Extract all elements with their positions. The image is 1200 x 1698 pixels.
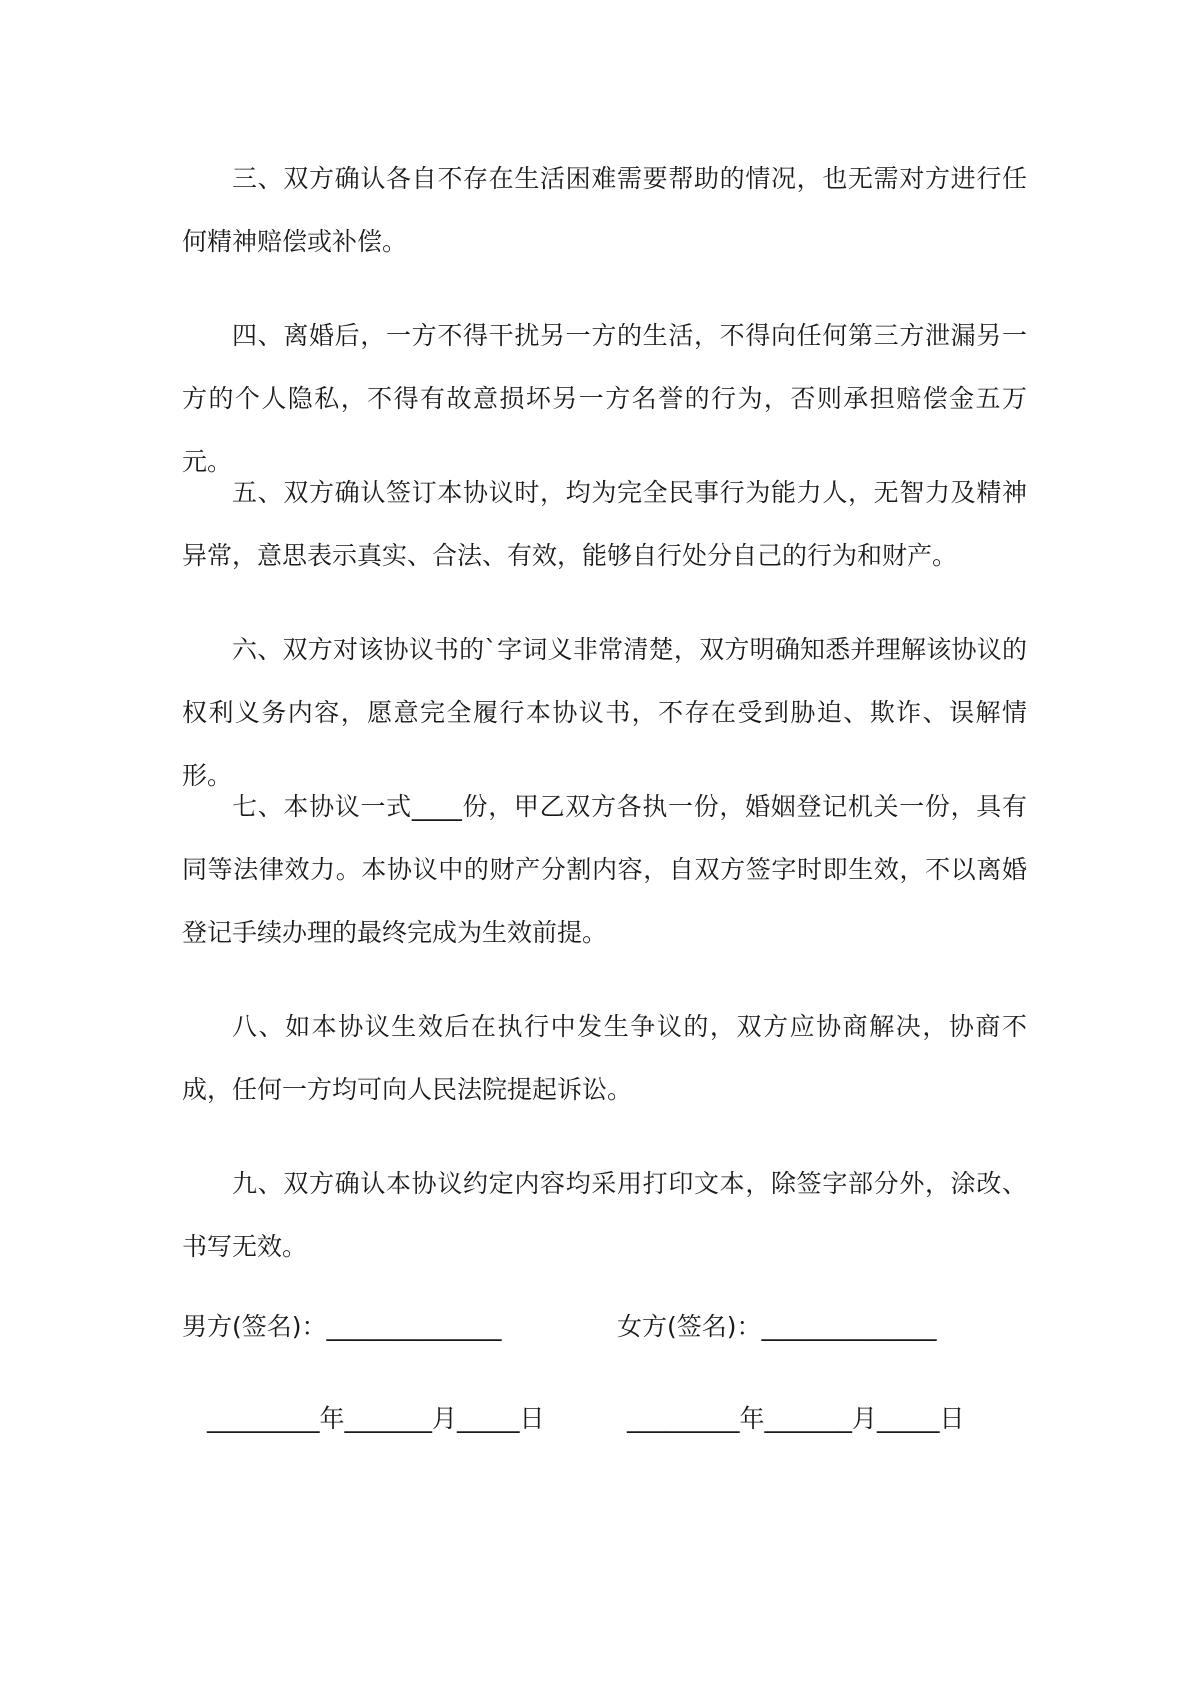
female-date-line: _________年_______月_____日 — [627, 1404, 965, 1433]
clause-4: 四、离婚后，一方不得干扰另一方的生活，不得向任何第三方泄漏另一方的个人隐私，不得有故意损坏另一方名誉的行为，否则承担赔偿金五万元。 — [182, 321, 1027, 476]
clause-9: 九、双方确认本协议约定内容均采用打印文本，除签字部分外，涂改、书写无效。 — [182, 1169, 1027, 1261]
clause-7: 七、本协议一式____份，甲乙双方各执一份，婚姻登记机关一份，具有同等法律效力。本协议中的财产分割内容，自双方签字时即生效，不以离婚登记手续办理的最终完成为生效前提。 — [182, 792, 1027, 947]
clause-6: 六、双方对该协议书的`字词义非常清楚，双方明确知悉并理解该协议的权利义务内容，愿意完全履行本协议书，不存在受到胁迫、欺诈、误解情形。 — [182, 635, 1027, 790]
female-signature-line: 女方(签名)：______________ — [617, 1312, 937, 1341]
clause-8: 八、如本协议生效后在执行中发生争议的，双方应协商解决，协商不成，任何一方均可向人民法院提起诉讼。 — [182, 1012, 1027, 1104]
clause-3: 三、双方确认各自不存在生活困难需要帮助的情况，也无需对方进行任何精神赔偿或补偿。 — [182, 164, 1027, 256]
male-signature-line: 男方(签名)：______________ — [182, 1312, 502, 1341]
clause-5: 五、双方确认签订本协议时，均为完全民事行为能力人，无智力及精神异常，意思表示真实、合法、有效，能够自行处分自己的行为和财产。 — [182, 478, 1027, 570]
male-date-line: _________年_______月_____日 — [207, 1404, 545, 1433]
